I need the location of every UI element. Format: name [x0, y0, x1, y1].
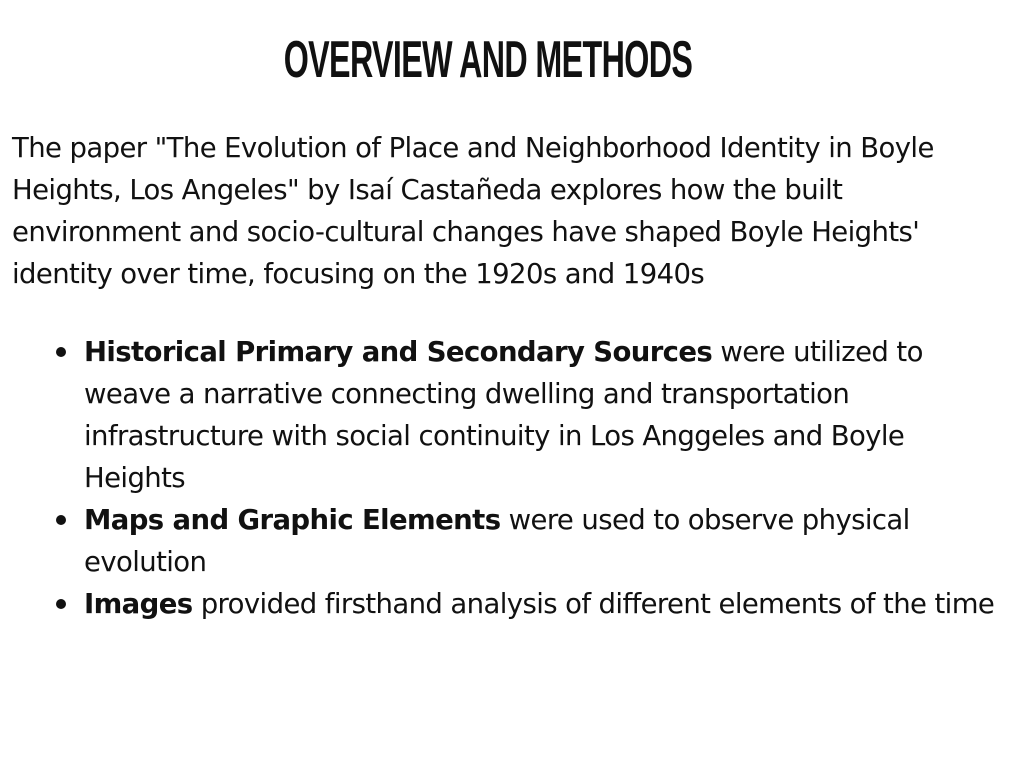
bullet-text: were utilized to weave a narrative connecting dwelling and transportation infrastructure with social continuity in Los Anggeles and Boyle Heights [84, 336, 923, 494]
bullet-lead: Images [84, 588, 193, 620]
bullet-dot-icon [56, 515, 66, 525]
slide-title: OVERVIEW AND METHODS [283, 31, 693, 89]
bullet-lead: Historical Primary and Secondary Sources [84, 336, 713, 368]
bullet-text: were used to observe physical evolution [84, 504, 910, 578]
bullet-lead: Maps and Graphic Elements [84, 504, 501, 536]
methods-list [40, 331, 1000, 625]
intro-paragraph: The paper "The Evolution of Place and Neighborhood Identity in Boyle Heights, Los Angeles" by Isaí Castañeda explores how the built environment and socio-cultural changes have shaped Boyle Heights' identity over time, focusing on the 1920s and 1940s [12, 132, 934, 290]
bullet-dot-icon [56, 347, 66, 357]
list-item [40, 331, 1000, 499]
list-item [40, 499, 1000, 583]
bullet-dot-icon [56, 599, 66, 609]
bullet-text: provided firsthand analysis of different elements of the time [192, 588, 995, 620]
list-item [40, 583, 1000, 625]
